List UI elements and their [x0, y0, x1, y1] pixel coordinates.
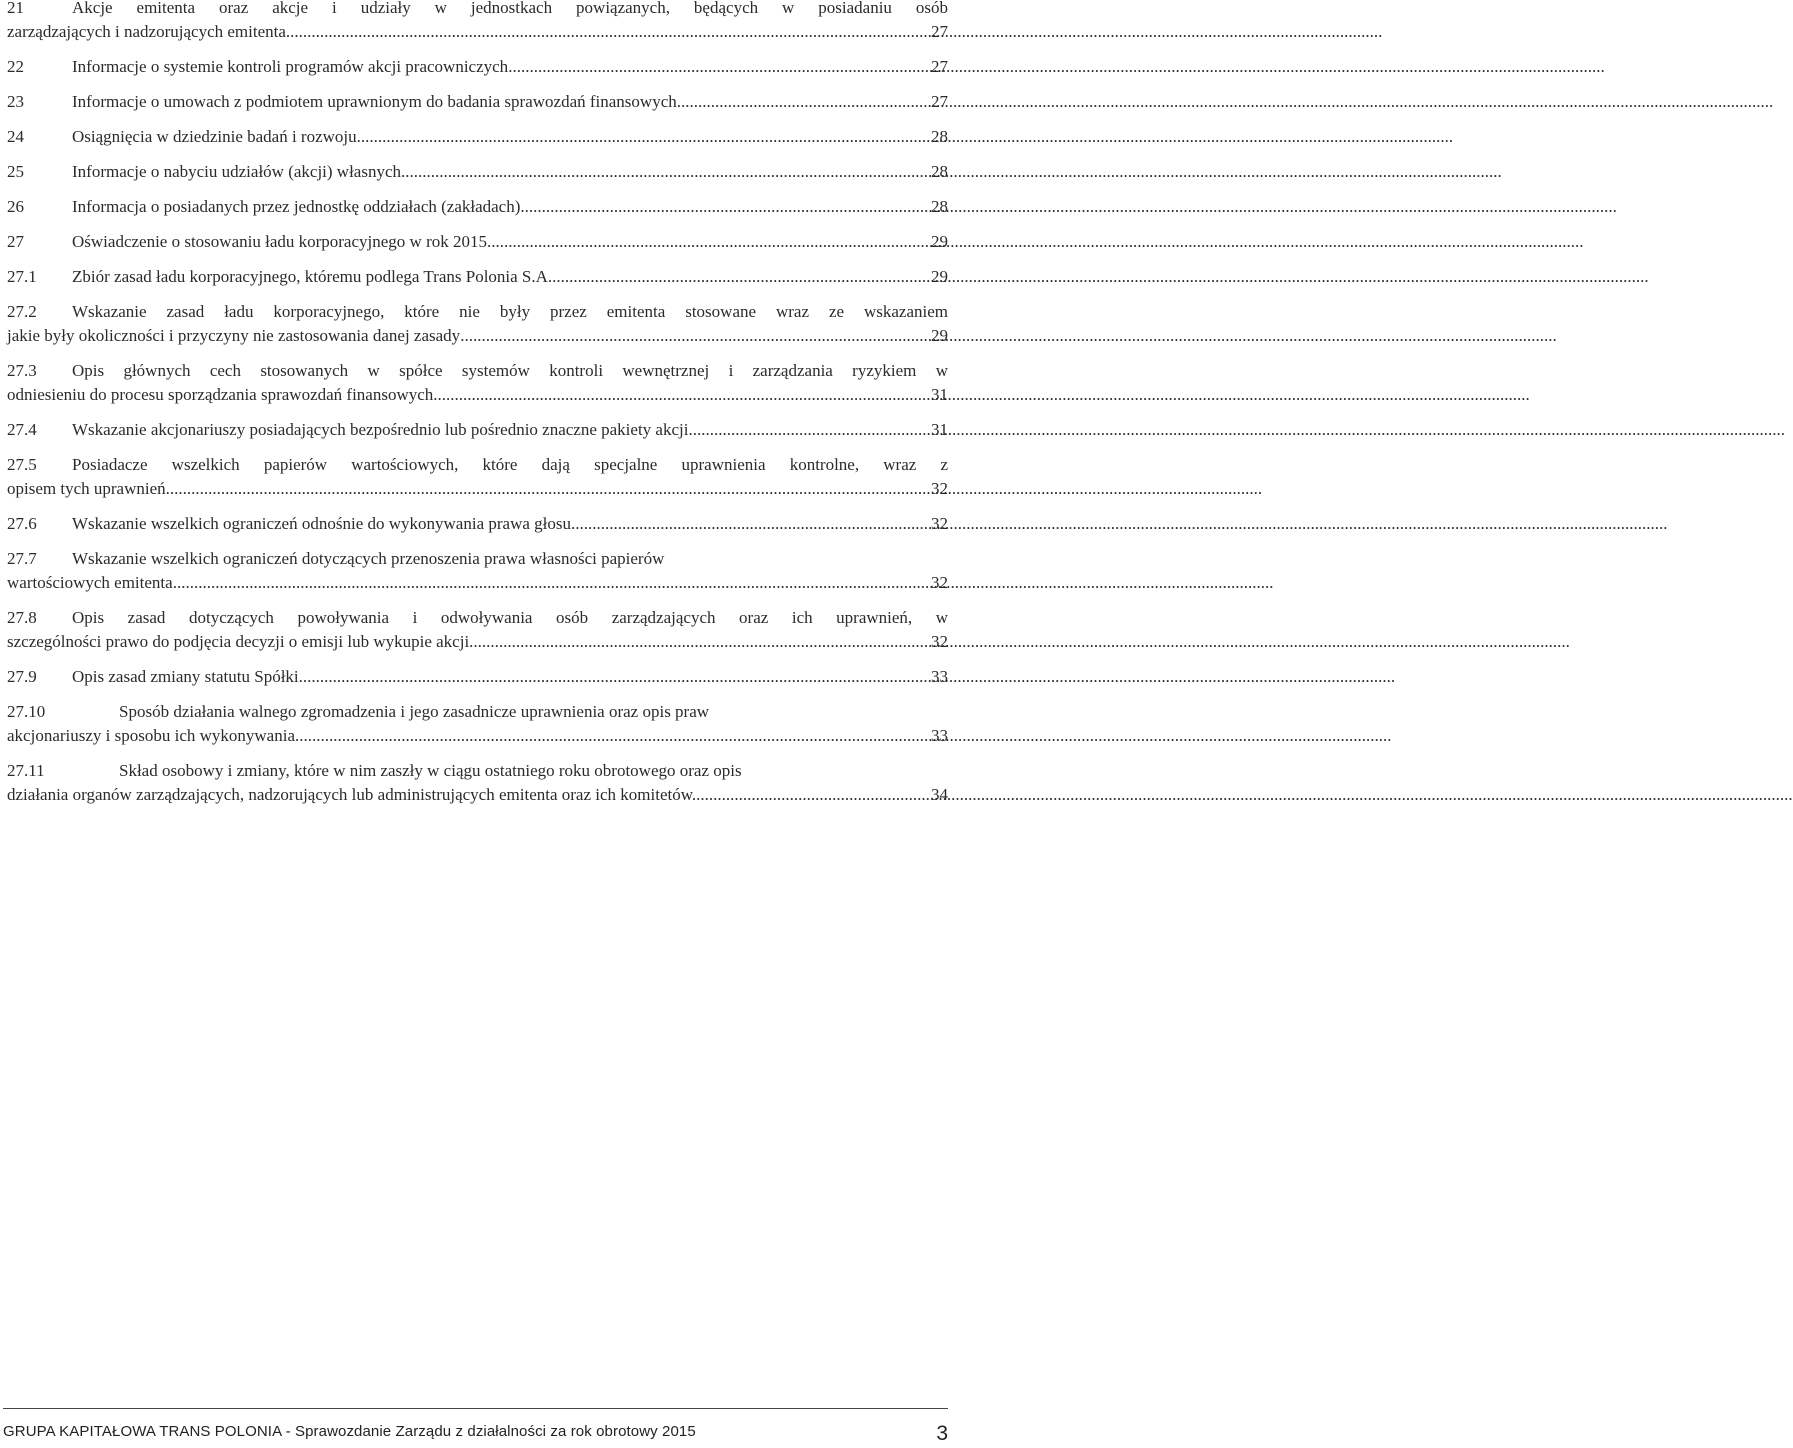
- dot-leader: [166, 477, 928, 501]
- toc-title: Opis zasad zmiany statutu Spółki: [72, 667, 299, 686]
- dot-leader: [571, 512, 928, 536]
- toc-title: Informacje o nabyciu udziałów (akcji) własnych.: [72, 162, 406, 181]
- toc-title: Informacje o umowach z podmiotem uprawnionym do badania sprawozdań finansowych: [72, 92, 677, 111]
- dot-leader: [295, 724, 928, 748]
- toc-page-number: 29: [931, 232, 948, 251]
- toc-title-continuation: wartościowych emitenta.: [7, 573, 177, 592]
- dot-leader: [520, 195, 928, 219]
- toc-page-number: 28: [931, 162, 948, 181]
- toc-page-number: 28: [931, 197, 948, 216]
- toc-entry-21[interactable]: [7, 0, 948, 44]
- toc-page-number: 28: [931, 127, 948, 146]
- toc-entry-27-9[interactable]: [7, 665, 948, 689]
- toc-page-number: 33: [931, 667, 948, 686]
- toc-number: 23: [7, 92, 24, 111]
- toc-number: 27.7: [7, 549, 37, 568]
- toc-entry-27[interactable]: [7, 230, 948, 254]
- toc-title: Sposób działania walnego zgromadzenia i jego zasadnicze uprawnienia oraz opis praw: [119, 702, 710, 721]
- toc-title: Posiadacze wszelkich papierów wartościowych, które dają specjalne uprawnienia kontrolne, wraz z: [72, 455, 948, 474]
- toc-page-number: 31: [931, 420, 948, 439]
- toc-page-number: 33: [931, 726, 948, 745]
- footer-page-number: 3: [936, 1422, 948, 1445]
- toc-number: 27.4: [7, 420, 37, 439]
- toc-entry-24[interactable]: [7, 125, 948, 149]
- toc-page-number: 32: [931, 573, 948, 592]
- toc-title: Zbiór zasad ładu korporacyjnego, któremu podlega Trans Polonia S.A.: [72, 267, 553, 286]
- dot-leader: [460, 324, 928, 348]
- toc-page-number: 32: [931, 632, 948, 651]
- toc-entry-22[interactable]: [7, 55, 948, 79]
- toc-number: 27.10: [7, 702, 46, 721]
- toc-title: Wskazanie wszelkich ograniczeń dotyczących przenoszenia prawa własności papierów: [72, 549, 665, 568]
- toc-title-continuation: akcjonariuszy i sposobu ich wykonywania: [7, 726, 295, 745]
- dot-leader: [677, 90, 928, 114]
- toc-page-number: 32: [931, 479, 948, 498]
- toc-entry-25[interactable]: [7, 160, 948, 184]
- toc-entry-27-5[interactable]: [7, 453, 948, 501]
- toc-title-continuation: szczególności prawo do podjęcia decyzji o emisji lub wykupie akcji.: [7, 632, 474, 651]
- toc-page-number: 29: [931, 326, 948, 345]
- dot-leader: [177, 571, 928, 595]
- dot-leader: [696, 783, 928, 807]
- toc-page-number: 32: [931, 514, 948, 533]
- dot-leader: [508, 55, 928, 79]
- dot-leader: [286, 20, 928, 44]
- toc-title: Osiągnięcia w dziedzinie badań i rozwoju: [72, 127, 357, 146]
- toc-number: 27.5: [7, 455, 37, 474]
- toc-title: Wskazanie wszelkich ograniczeń odnośnie do wykonywania prawa głosu: [72, 514, 571, 533]
- toc-page-number: 34: [931, 785, 948, 804]
- table-of-contents: [7, 0, 948, 818]
- toc-number: 27.9: [7, 667, 37, 686]
- toc-title-continuation: działania organów zarządzających, nadzorujących lub administrujących emitenta oraz ich komitetów.: [7, 785, 697, 804]
- toc-title: Wskazanie zasad ładu korporacyjnego, które nie były przez emitenta stosowane wraz ze wskazaniem: [72, 302, 948, 321]
- toc-title: Akcje emitenta oraz akcje i udziały w jednostkach powiązanych, będących w posiadaniu osób: [72, 0, 948, 17]
- toc-number: 25: [7, 162, 24, 181]
- toc-entry-27-4[interactable]: [7, 418, 948, 442]
- toc-entry-27-2[interactable]: [7, 300, 948, 348]
- toc-number: 21: [7, 0, 24, 17]
- toc-title-continuation: opisem tych uprawnień: [7, 479, 166, 498]
- toc-page-number: 31: [931, 385, 948, 404]
- dot-leader: [688, 418, 928, 442]
- toc-title: Informacje o systemie kontroli programów akcji pracowniczych: [72, 57, 509, 76]
- toc-entry-26[interactable]: [7, 195, 948, 219]
- dot-leader: [405, 160, 928, 184]
- toc-entry-27-11[interactable]: [7, 759, 948, 807]
- dot-leader: [473, 630, 928, 654]
- toc-title: Wskazanie akcjonariuszy posiadających bezpośrednio lub pośrednio znaczne pakiety akcji: [72, 420, 689, 439]
- toc-title-continuation: odniesieniu do procesu sporządzania sprawozdań finansowych: [7, 385, 434, 404]
- toc-entry-27-10[interactable]: [7, 700, 948, 748]
- toc-number: 27: [7, 232, 24, 251]
- toc-title: Informacja o posiadanych przez jednostkę oddziałach (zakładach): [72, 197, 521, 216]
- toc-number: 26: [7, 197, 24, 216]
- dot-leader: [433, 383, 928, 407]
- toc-number: 27.6: [7, 514, 37, 533]
- toc-page-number: 27: [931, 22, 948, 41]
- toc-page-number: 27: [931, 57, 948, 76]
- toc-entry-27-3[interactable]: [7, 359, 948, 407]
- toc-entry-27-7[interactable]: [7, 547, 948, 595]
- dot-leader: [299, 665, 928, 689]
- page-footer: [3, 1408, 948, 1445]
- toc-entry-27-6[interactable]: [7, 512, 948, 536]
- dot-leader: [552, 265, 928, 289]
- toc-page-number: 29: [931, 267, 948, 286]
- toc-page-number: 27: [931, 92, 948, 111]
- toc-number: 24: [7, 127, 24, 146]
- toc-title-continuation: jakie były okoliczności i przyczyny nie zastosowania danej zasady: [7, 326, 461, 345]
- toc-number: 27.3: [7, 361, 37, 380]
- toc-entry-27-1[interactable]: [7, 265, 948, 289]
- toc-number: 27.1: [7, 267, 37, 286]
- dot-leader: [357, 125, 928, 149]
- toc-entry-23[interactable]: [7, 90, 948, 114]
- toc-number: 27.2: [7, 302, 37, 321]
- footer-report-title: GRUPA KAPITAŁOWA TRANS POLONIA - Sprawozdanie Zarządu z działalności za rok obrotowy 2015: [3, 1423, 696, 1440]
- toc-title: Opis zasad dotyczących powoływania i odwoływania osób zarządzających oraz ich uprawnień, w: [72, 608, 948, 627]
- toc-title: Skład osobowy i zmiany, które w nim zaszły w ciągu ostatniego roku obrotowego oraz opis: [119, 761, 742, 780]
- toc-number: 27.8: [7, 608, 37, 627]
- toc-number: 27.11: [7, 761, 45, 780]
- toc-title-continuation: zarządzających i nadzorujących emitenta: [7, 22, 286, 41]
- toc-title: Oświadczenie o stosowaniu ładu korporacyjnego w rok 2015: [72, 232, 487, 251]
- dot-leader: [487, 230, 928, 254]
- toc-entry-27-8[interactable]: [7, 606, 948, 654]
- toc-number: 22: [7, 57, 24, 76]
- toc-title: Opis głównych cech stosowanych w spółce systemów kontroli wewnętrznej i zarządzania ryzykiem w: [72, 361, 948, 380]
